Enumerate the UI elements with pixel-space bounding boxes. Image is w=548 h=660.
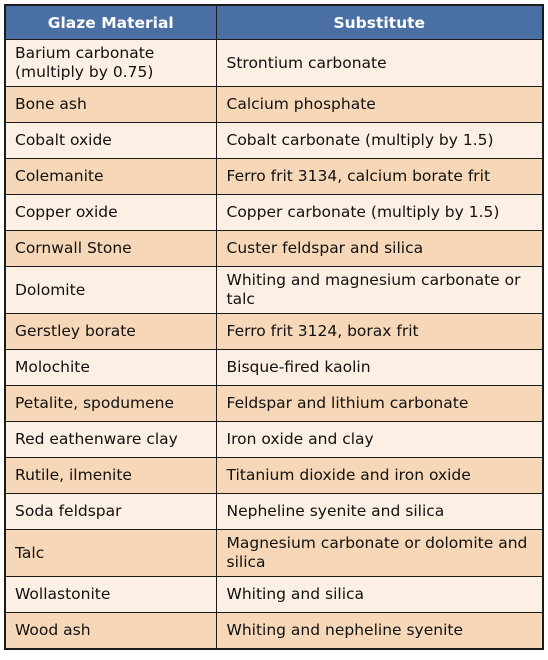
material-cell: Cobalt oxide xyxy=(5,123,216,159)
material-cell: Gerstley borate xyxy=(5,314,216,350)
material-cell: Barium carbonate (multiply by 0.75) xyxy=(5,40,216,87)
header-glaze-material: Glaze Material xyxy=(5,5,216,40)
material-cell: Rutile, ilmenite xyxy=(5,458,216,494)
table-header-row xyxy=(5,5,543,40)
header-substitute: Substitute xyxy=(216,5,543,40)
table-row xyxy=(5,458,543,494)
material-cell: Wollastonite xyxy=(5,577,216,613)
substitute-cell: Whiting and nepheline syenite xyxy=(216,613,543,650)
table-row xyxy=(5,195,543,231)
substitute-cell: Copper carbonate (multiply by 1.5) xyxy=(216,195,543,231)
table-row xyxy=(5,314,543,350)
material-cell: Soda feldspar xyxy=(5,494,216,530)
substitute-cell: Ferro frit 3124, borax frit xyxy=(216,314,543,350)
substitute-cell: Whiting and magnesium carbonate or talc xyxy=(216,267,543,314)
substitute-cell: Ferro frit 3134, calcium borate frit xyxy=(216,159,543,195)
substitute-cell: Titanium dioxide and iron oxide xyxy=(216,458,543,494)
substitute-cell: Nepheline syenite and silica xyxy=(216,494,543,530)
material-cell: Talc xyxy=(5,530,216,577)
table-row xyxy=(5,494,543,530)
table-row xyxy=(5,267,543,314)
material-cell: Cornwall Stone xyxy=(5,231,216,267)
substitute-cell: Iron oxide and clay xyxy=(216,422,543,458)
table-row xyxy=(5,577,543,613)
table-row xyxy=(5,40,543,87)
material-cell: Colemanite xyxy=(5,159,216,195)
material-cell: Petalite, spodumene xyxy=(5,386,216,422)
table-row xyxy=(5,123,543,159)
substitute-cell: Cobalt carbonate (multiply by 1.5) xyxy=(216,123,543,159)
table-row xyxy=(5,422,543,458)
material-cell: Bone ash xyxy=(5,87,216,123)
glaze-substitutes-table xyxy=(4,4,544,650)
table-row xyxy=(5,87,543,123)
material-cell: Red eathenware clay xyxy=(5,422,216,458)
material-cell: Wood ash xyxy=(5,613,216,650)
table-row xyxy=(5,613,543,650)
substitute-cell: Custer feldspar and silica xyxy=(216,231,543,267)
material-cell: Dolomite xyxy=(5,267,216,314)
substitute-cell: Calcium phosphate xyxy=(216,87,543,123)
material-cell: Molochite xyxy=(5,350,216,386)
substitute-cell: Bisque-fired kaolin xyxy=(216,350,543,386)
table-row xyxy=(5,350,543,386)
table-row xyxy=(5,530,543,577)
substitute-cell: Strontium carbonate xyxy=(216,40,543,87)
substitute-cell: Whiting and silica xyxy=(216,577,543,613)
material-cell: Copper oxide xyxy=(5,195,216,231)
table-row xyxy=(5,231,543,267)
substitute-cell: Feldspar and lithium carbonate xyxy=(216,386,543,422)
table-row xyxy=(5,386,543,422)
table-row xyxy=(5,159,543,195)
substitute-cell: Magnesium carbonate or dolomite and silica xyxy=(216,530,543,577)
substitutes-table-container xyxy=(4,4,542,650)
